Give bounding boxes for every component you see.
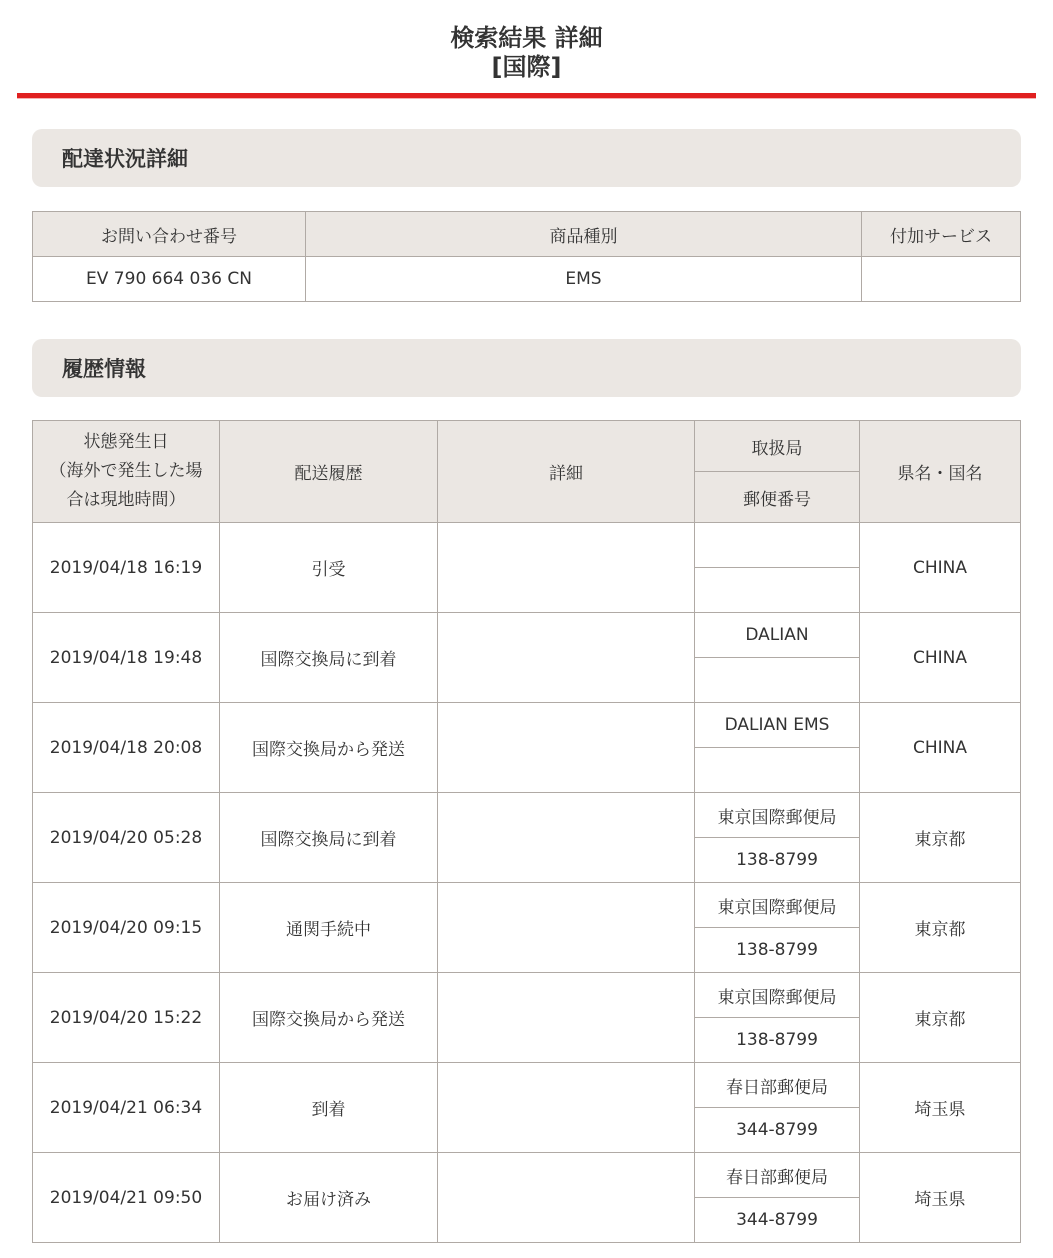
table-row [33, 523, 1021, 568]
table-row [33, 703, 1021, 748]
history-detail [438, 1153, 695, 1243]
history-region: 東京都 [860, 793, 1021, 883]
column-header-tracking-number: お問い合わせ番号 [33, 212, 306, 257]
history-detail [438, 883, 695, 973]
history-postal-code: 138-8799 [695, 928, 860, 973]
history-region: 東京都 [860, 973, 1021, 1063]
history-status: 通関手続中 [220, 883, 438, 973]
table-row [33, 883, 1021, 928]
history-postal-code: 344-8799 [695, 1108, 860, 1153]
history-date: 2019/04/21 06:34 [33, 1063, 220, 1153]
history-region: 東京都 [860, 883, 1021, 973]
history-office: 東京国際郵便局 [695, 883, 860, 928]
header-divider [17, 93, 1036, 99]
summary-row [33, 257, 1021, 302]
additional-service [862, 257, 1021, 302]
history-region: CHINA [860, 613, 1021, 703]
column-header-status: 配送履歴 [220, 421, 438, 523]
history-date: 2019/04/18 19:48 [33, 613, 220, 703]
tracking-number: EV 790 664 036 CN [33, 257, 306, 302]
summary-table [32, 211, 1021, 302]
table-row [33, 973, 1021, 1018]
history-office: 春日部郵便局 [695, 1153, 860, 1198]
history-office: 春日部郵便局 [695, 1063, 860, 1108]
section-title: 配達状況詳細 [62, 147, 188, 171]
history-postal-code: 138-8799 [695, 838, 860, 883]
product-type: EMS [306, 257, 862, 302]
history-region: 埼玉県 [860, 1063, 1021, 1153]
table-row [33, 1063, 1021, 1108]
history-postal-code [695, 658, 860, 703]
history-date: 2019/04/20 05:28 [33, 793, 220, 883]
history-date: 2019/04/18 20:08 [33, 703, 220, 793]
history-detail [438, 703, 695, 793]
page-subtitle: [国際] [491, 53, 562, 81]
history-status: 引受 [220, 523, 438, 613]
column-header-date [33, 421, 220, 523]
history-region: 埼玉県 [860, 1153, 1021, 1243]
column-header-detail: 詳細 [438, 421, 695, 523]
history-status: 国際交換局から発送 [220, 973, 438, 1063]
history-detail [438, 1063, 695, 1153]
history-table [32, 420, 1021, 1243]
table-row [33, 1153, 1021, 1198]
history-header-row [33, 421, 1021, 472]
column-header-postal-code: 郵便番号 [695, 472, 860, 523]
history-postal-code [695, 748, 860, 793]
history-status: お届け済み [220, 1153, 438, 1243]
section-header-history [32, 339, 1021, 397]
history-postal-code: 344-8799 [695, 1198, 860, 1243]
history-date: 2019/04/20 09:15 [33, 883, 220, 973]
column-header-additional-service: 付加サービス [862, 212, 1021, 257]
history-status: 国際交換局に到着 [220, 613, 438, 703]
section-header-delivery-status [32, 129, 1021, 187]
history-office: DALIAN [695, 613, 860, 658]
column-header-product-type: 商品種別 [306, 212, 862, 257]
column-header-date-text: 状態発生日 （海外で発生した場 合は現地時間） [49, 432, 203, 510]
page-title: 検索結果 詳細 [450, 24, 603, 52]
summary-header-row [33, 212, 1021, 257]
history-detail [438, 613, 695, 703]
history-status: 到着 [220, 1063, 438, 1153]
history-postal-code [695, 568, 860, 613]
column-header-office: 取扱局 [695, 421, 860, 472]
history-region: CHINA [860, 523, 1021, 613]
section-title: 履歴情報 [62, 357, 146, 381]
history-date: 2019/04/21 09:50 [33, 1153, 220, 1243]
history-office: 東京国際郵便局 [695, 973, 860, 1018]
column-header-region: 県名・国名 [860, 421, 1021, 523]
history-office: DALIAN EMS [695, 703, 860, 748]
history-date: 2019/04/18 16:19 [33, 523, 220, 613]
table-row [33, 793, 1021, 838]
history-office [695, 523, 860, 568]
history-postal-code: 138-8799 [695, 1018, 860, 1063]
history-office: 東京国際郵便局 [695, 793, 860, 838]
history-status: 国際交換局に到着 [220, 793, 438, 883]
history-status: 国際交換局から発送 [220, 703, 438, 793]
history-region: CHINA [860, 703, 1021, 793]
history-detail [438, 973, 695, 1063]
history-date: 2019/04/20 15:22 [33, 973, 220, 1063]
history-detail [438, 793, 695, 883]
history-detail [438, 523, 695, 613]
page-header [0, 0, 1053, 82]
table-row [33, 613, 1021, 658]
